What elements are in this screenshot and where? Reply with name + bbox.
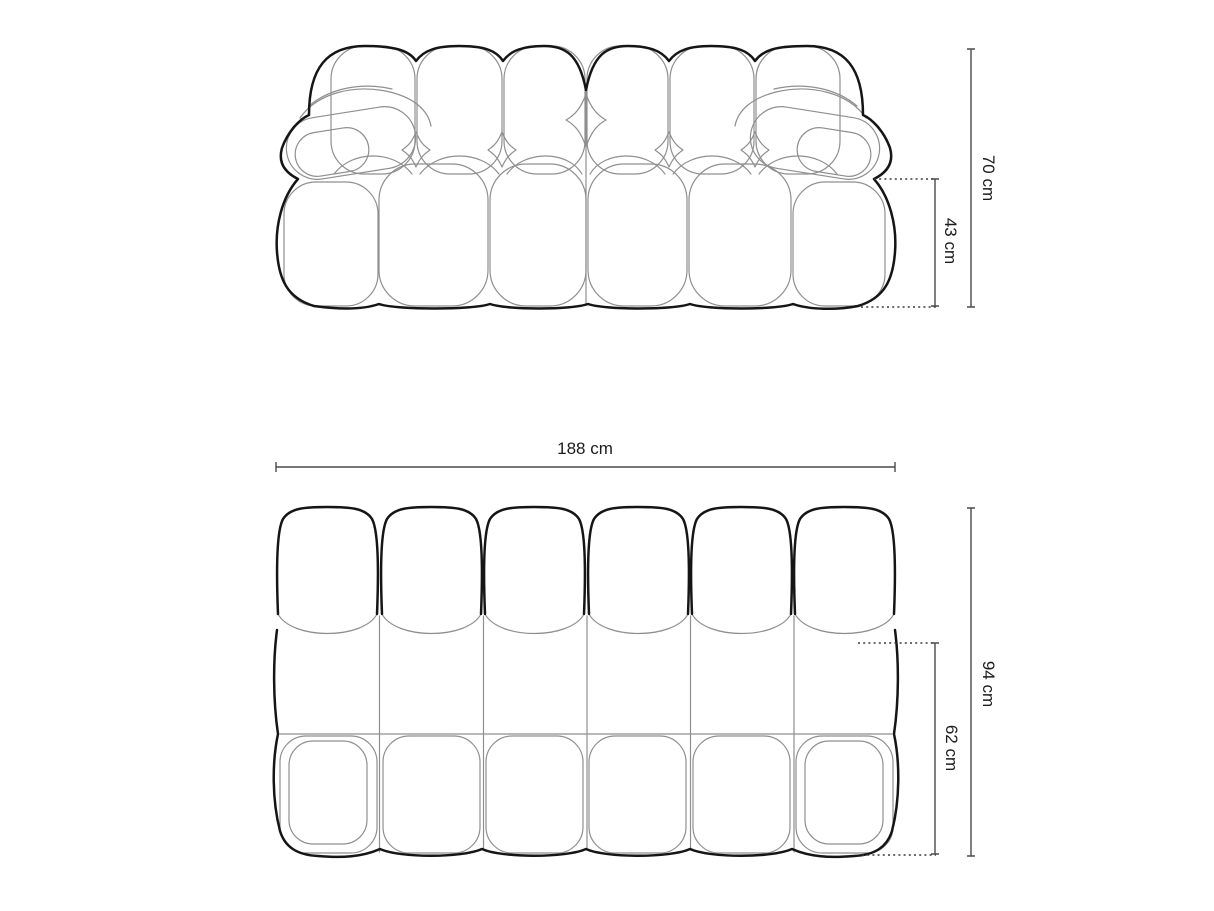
- dimension-label-total-depth: 94 cm: [979, 660, 998, 708]
- left-arm-layer-arc: [300, 89, 431, 126]
- front-back-cushion: [670, 46, 754, 174]
- sofa-top-view-drawing: [274, 507, 899, 857]
- right-arm-layer-arc: [774, 86, 857, 106]
- front-seat-cushion: [793, 182, 885, 306]
- sofa-front-view-drawing: [277, 46, 896, 309]
- top-view-back-cushions: [277, 507, 895, 614]
- top-back-cushion: [484, 507, 585, 614]
- top-back-cushion: [588, 507, 689, 614]
- corner-cushion-inset: [289, 741, 367, 844]
- front-seat-cushion: [284, 182, 378, 306]
- front-left-armrest: [282, 86, 431, 184]
- back-cushion-bottom-arc: [278, 614, 377, 634]
- dimension-label-width: 188 cm: [557, 439, 613, 458]
- top-front-cushion: [589, 736, 686, 853]
- front-view-inner-lines: [282, 46, 885, 306]
- front-back-cushion: [417, 46, 502, 174]
- dimension-label-arm-height: 43 cm: [941, 217, 960, 265]
- back-cushion-bottom-arc: [485, 614, 584, 634]
- tuft-diamond: [655, 132, 683, 167]
- front-back-cushion: [587, 46, 668, 174]
- left-arm-pillow-inner: [292, 124, 372, 179]
- tuft-diamond: [741, 132, 769, 167]
- top-back-cushion: [277, 507, 378, 614]
- back-cushion-bottom-arc: [795, 614, 894, 634]
- top-front-cushion: [383, 736, 480, 853]
- front-seat-cushion: [490, 164, 586, 306]
- top-front-cushion: [486, 736, 583, 853]
- dimension-label-total-height: 70 cm: [979, 154, 998, 202]
- top-back-cushion: [381, 507, 482, 614]
- right-arm-layer-arc: [735, 89, 866, 126]
- front-back-cushion: [331, 46, 415, 174]
- front-seat-cushion: [588, 164, 687, 306]
- back-cushion-bottom-arc: [382, 614, 481, 634]
- top-front-cushion: [693, 736, 790, 853]
- back-cushion-bottom-arc: [589, 614, 688, 634]
- top-back-cushion: [794, 507, 895, 614]
- top-view-inner-lines: [278, 614, 894, 853]
- dimension-label-seat-depth: 62 cm: [942, 724, 961, 772]
- top-view-dimension-lines: [276, 462, 975, 856]
- front-back-cushion: [504, 46, 585, 174]
- corner-cushion-inset: [805, 741, 883, 844]
- front-seat-cushion: [379, 164, 488, 306]
- tuft-band-arc: [673, 156, 751, 174]
- front-seat-cushion: [689, 164, 791, 306]
- top-back-cushion: [691, 507, 792, 614]
- back-cushion-bottom-arc: [692, 614, 791, 634]
- left-arm-layer-arc: [309, 86, 392, 106]
